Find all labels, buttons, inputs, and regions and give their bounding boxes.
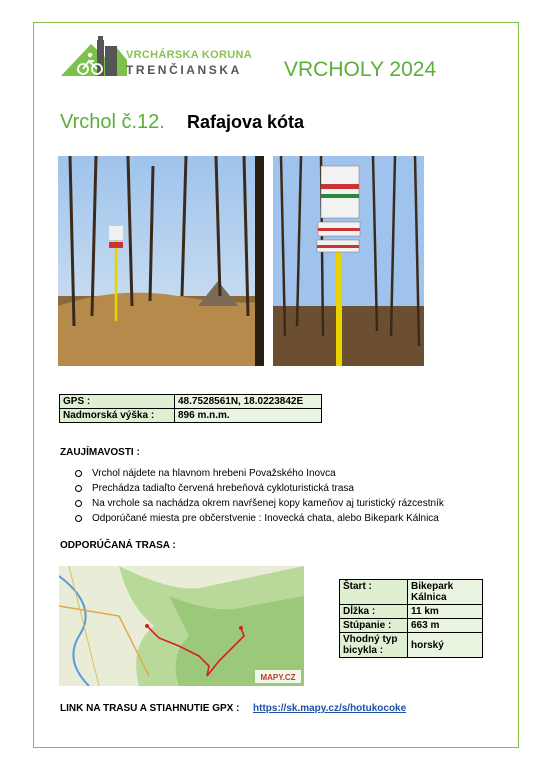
route-map[interactable] [59,566,304,686]
table-row [340,633,483,658]
table-row [60,395,322,409]
start-label: Štart : [340,580,408,605]
interests-heading: ZAUJÍMAVOSTI : [60,447,140,458]
list-item: Prechádza tadiaľto červená hrebeňová cykloturistická trasa [75,481,444,496]
bike-type-label: Vhodný typ bicykla : [340,633,408,658]
length-label: Dĺžka : [340,605,408,619]
summit-photo [58,156,264,366]
route-heading: ODPORÚČANÁ TRASA : [60,540,176,551]
logo-title: VRCHÁRSKA KORUNA [126,49,253,61]
table-row [340,619,483,633]
gps-label: GPS : [60,395,175,409]
season-title: VRCHOLY 2024 [284,58,437,81]
length-value: 11 km [408,605,483,619]
map-brand-label: MAPY.CZ [260,673,296,682]
bike-type-value: horský [408,633,483,658]
table-row [340,580,483,605]
peak-name: Rafajova kóta [187,112,305,132]
signpost-photo [273,156,424,366]
climb-value: 663 m [408,619,483,633]
link-label: LINK NA TRASU A STIAHNUTIE GPX : [60,703,240,714]
peak-number: Vrchol č.12. [60,111,165,133]
interests-list [75,466,444,526]
altitude-value: 896 m.n.m. [175,409,322,423]
list-item: Odporúčané miesta pre občerstvenie : Inovecká chata, alebo Bikepark Kálnica [75,511,444,526]
list-item: Na vrchole sa nachádza okrem navŕšenej kopy kameňov aj turistický rázcestník [75,496,444,511]
table-row [340,605,483,619]
start-value: Bikepark Kálnica [408,580,483,605]
altitude-label: Nadmorská výška : [60,409,175,423]
info-table [59,394,322,423]
logo-subtitle: TRENČIANSKA [126,63,242,77]
route-table [339,579,483,658]
climb-label: Stúpanie : [340,619,408,633]
table-row [60,409,322,423]
route-link[interactable]: https://sk.mapy.cz/s/hotukocoke [253,703,407,714]
gps-value: 48.7528561N, 18.0223842E [175,395,322,409]
list-item: Vrchol nájdete na hlavnom hrebeni Považského Inovca [75,466,444,481]
